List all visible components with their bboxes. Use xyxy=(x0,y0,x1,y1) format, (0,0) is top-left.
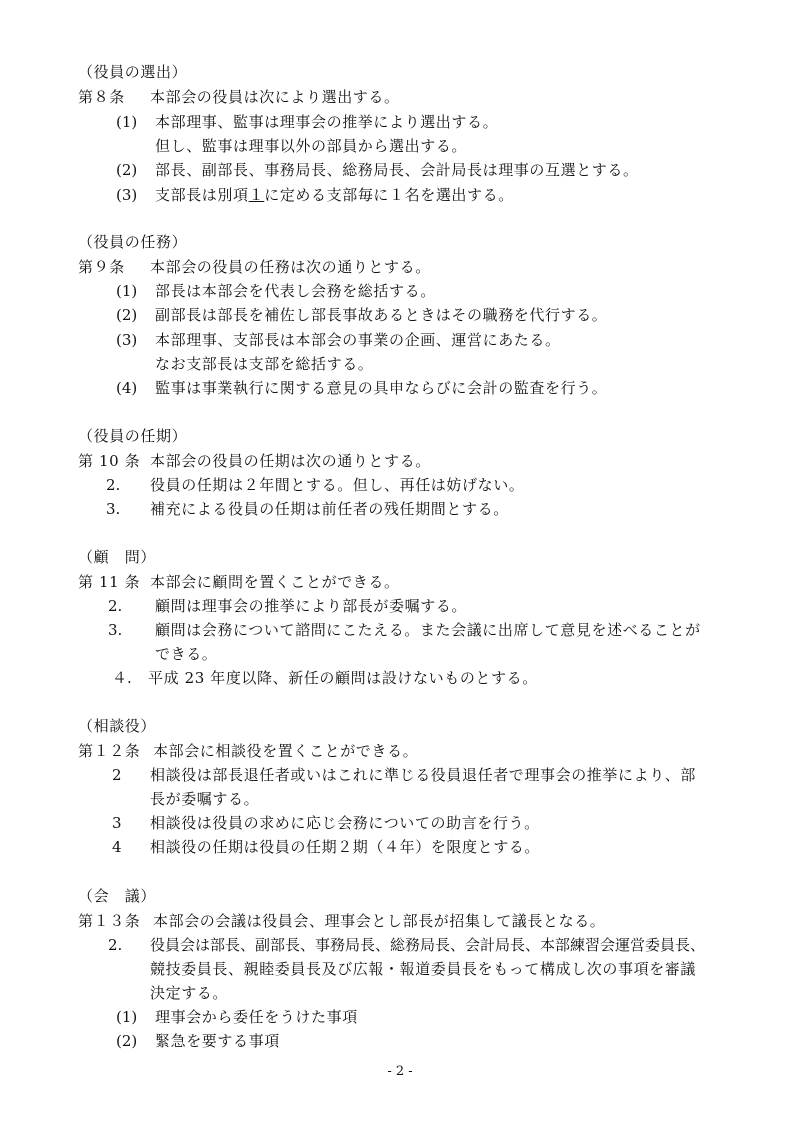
item-number: 2 xyxy=(112,766,122,784)
item-text: 競技委員長、親睦委員長及び広報・報道委員長をもって構成し次の事項を審議 xyxy=(150,960,697,978)
page-number: - 2 - xyxy=(387,1064,413,1079)
item-text: 平成 23 年度以降、新任の顧問は設けないものとする。 xyxy=(148,669,538,687)
item-text xyxy=(155,185,514,205)
section-heading: （相談役） xyxy=(78,717,157,735)
item-number: 3. xyxy=(108,621,123,639)
item-text: 本部理事、監事は理事会の推挙により選出する。 xyxy=(155,113,499,131)
item-text: 副部長は部長を補佐し部長事故あるときはその職務を代行する。 xyxy=(155,306,608,324)
item-text: 相談役の任期は役員の任期２期（４年）を限度とする。 xyxy=(150,838,541,856)
article-body: 本部会に顧問を置くことができる。 xyxy=(150,573,400,591)
item-text: 相談役は部長退任者或いはこれに準じる役員退任者で理事会の推挙により、部 xyxy=(150,766,697,784)
item-number: 2. xyxy=(108,936,123,954)
item-number: (1) xyxy=(116,1008,138,1026)
item-text: 決定する。 xyxy=(150,984,229,1002)
item-text: 本部理事、支部長は本部会の事業の企画、運営にあたる。 xyxy=(155,331,561,349)
article-body: 本部会の役員は次により選出する。 xyxy=(150,88,400,106)
item-number: (2) xyxy=(116,1032,138,1050)
item-text: 役員の任期は２年間とする。但し、再任は妨げない。 xyxy=(150,476,525,494)
article-number: 第９条 xyxy=(78,258,125,276)
underlined-reference: １ xyxy=(248,186,265,204)
article-body: 本部会の役員の任期は次の通りとする。 xyxy=(150,452,431,470)
item-number: (1) xyxy=(116,113,138,131)
item-text: 部長は本部会を代表し会務を総括する。 xyxy=(155,282,436,300)
item-text: 監事は事業執行に関する意見の具申ならびに会計の監査を行う。 xyxy=(155,379,608,397)
item-number: 2. xyxy=(108,597,123,615)
article-body: 本部会の役員の任務は次の通りとする。 xyxy=(150,258,431,276)
item-number: (2) xyxy=(116,161,138,179)
item-number: (4) xyxy=(116,379,138,397)
section-heading: （役員の任期） xyxy=(78,427,188,445)
item-text: 緊急を要する事項 xyxy=(155,1032,280,1050)
article-number: 第１３条 xyxy=(78,912,141,930)
article-body: 本部会の会議は役員会、理事会とし部長が招集して議長となる。 xyxy=(153,912,606,930)
article-number: 第８条 xyxy=(78,88,125,106)
article-number: 第 11 条 xyxy=(78,573,141,591)
item-text-fragment: 支部長は別項１に定める支部毎に１名を選出する。 xyxy=(155,186,514,204)
item-number: (3) xyxy=(116,186,138,204)
section-heading: （会 議） xyxy=(78,887,157,905)
item-number: 3. xyxy=(106,500,121,518)
item-text: 補充による役員の任期は前任者の残任期間とする。 xyxy=(150,500,509,518)
item-text: 部長、副部長、事務局長、総務局長、会計局長は理事の互選とする。 xyxy=(155,161,639,179)
item-number: 2. xyxy=(106,476,121,494)
item-number: (3) xyxy=(116,331,138,349)
item-number: (2) xyxy=(116,306,138,324)
item-text: 長が委嘱する。 xyxy=(150,790,260,808)
article-number: 第 10 条 xyxy=(78,452,141,470)
item-number: 4 xyxy=(112,838,122,856)
item-number: 3 xyxy=(112,814,122,832)
item-text: 顧問は理事会の推挙により部長が委嘱する。 xyxy=(155,597,468,615)
article-body: 本部会に相談役を置くことができる。 xyxy=(153,742,419,760)
item-text: 顧問は会務について諮問にこたえる。また会議に出席して意見を述べることが xyxy=(155,621,701,639)
item-text: 相談役は役員の求めに応じ会務についての助言を行う。 xyxy=(150,814,540,832)
section-heading: （役員の選出） xyxy=(78,63,188,81)
item-text: なお支部長は支部を総括する。 xyxy=(155,355,374,373)
item-text: 役員会は部長、副部長、事務局長、総務局長、会計局長、本部練習会運営委員長、 xyxy=(150,936,706,954)
section-heading: （顧 問） xyxy=(78,548,157,566)
item-text: 但し、監事は理事以外の部員から選出する。 xyxy=(155,137,468,155)
item-number: (1) xyxy=(116,282,138,300)
section-heading: （役員の任務） xyxy=(78,233,188,251)
item-text: 理事会から委任をうけた事項 xyxy=(155,1008,358,1026)
item-number: ４. xyxy=(112,669,132,687)
article-number: 第１２条 xyxy=(78,742,141,760)
item-text: できる。 xyxy=(155,645,218,663)
